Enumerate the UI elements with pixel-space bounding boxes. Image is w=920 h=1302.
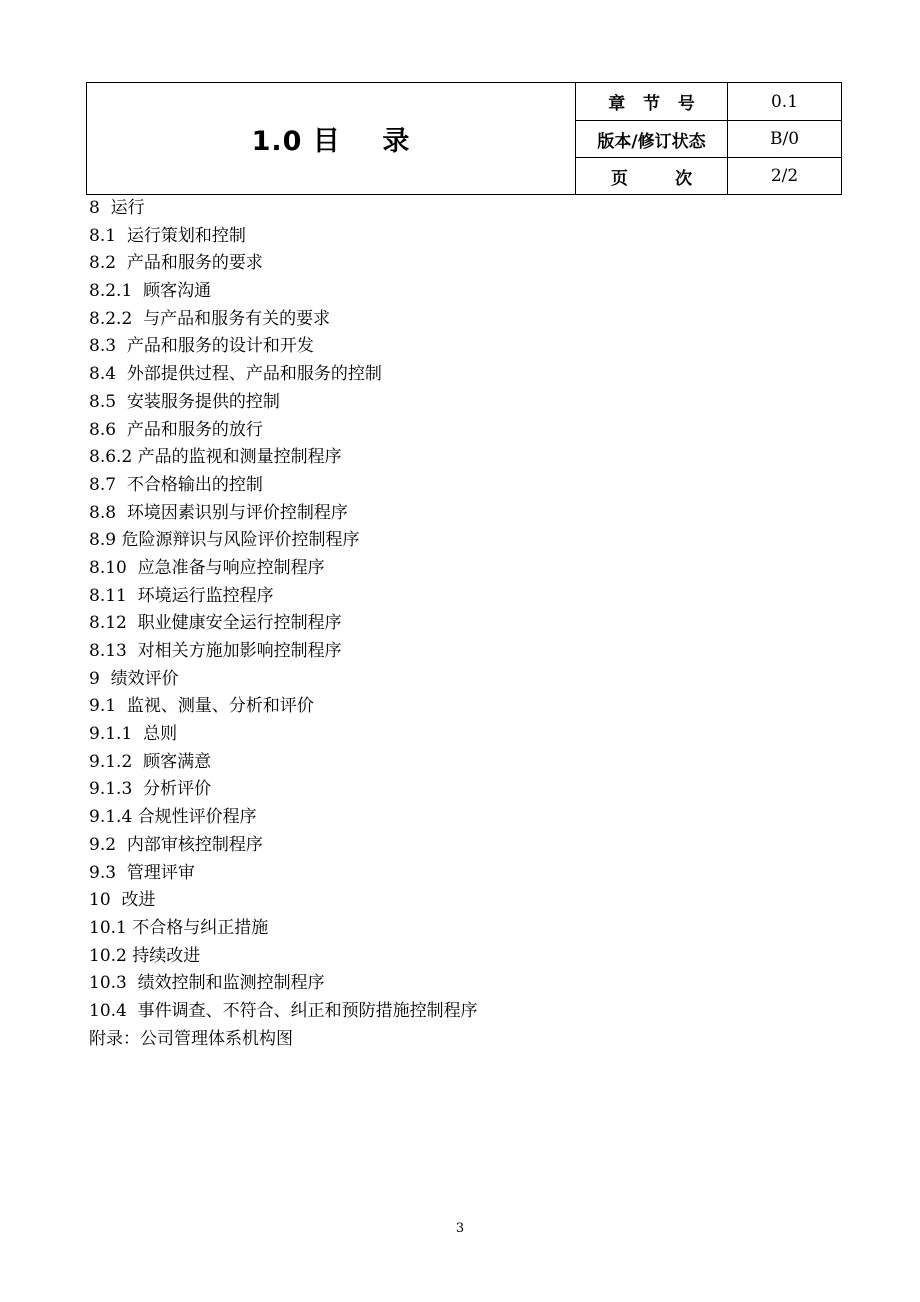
toc-item: 10.3 绩效控制和监测控制程序 bbox=[89, 973, 325, 994]
toc-item: 9.2 内部审核控制程序 bbox=[89, 834, 263, 855]
chapter-label: 章 节 号 bbox=[576, 83, 728, 121]
toc-item: 8.1 运行策划和控制 bbox=[89, 225, 246, 246]
table-of-contents bbox=[89, 195, 478, 1053]
toc-item: 9 绩效评价 bbox=[89, 668, 179, 689]
version-value: B/0 bbox=[728, 121, 842, 158]
toc-item: 8.7 不合格输出的控制 bbox=[89, 474, 263, 495]
toc-item: 8.10 应急准备与响应控制程序 bbox=[89, 557, 325, 578]
toc-item: 8.9 危险源辩识与风险评价控制程序 bbox=[89, 530, 360, 551]
toc-item: 9.1.1 总则 bbox=[89, 724, 178, 745]
toc-item: 8.3 产品和服务的设计和开发 bbox=[89, 336, 314, 357]
toc-item: 9.1.2 顾客满意 bbox=[89, 751, 212, 772]
toc-item: 8.6.2 产品的监视和测量控制程序 bbox=[89, 447, 342, 468]
toc-item: 8.2.1 顾客沟通 bbox=[89, 281, 212, 302]
toc-item: 10.2 持续改进 bbox=[89, 945, 201, 966]
toc-item: 8.4 外部提供过程、产品和服务的控制 bbox=[89, 364, 382, 385]
toc-item: 9.3 管理评审 bbox=[89, 862, 195, 883]
page-label: 页 次 bbox=[576, 158, 728, 195]
toc-item: 8.6 产品和服务的放行 bbox=[89, 419, 263, 440]
toc-item: 附录：公司管理体系机构图 bbox=[89, 1028, 293, 1049]
toc-item: 8.11 环境运行监控程序 bbox=[89, 585, 274, 606]
document-title: 1.0 目 录 bbox=[87, 83, 576, 195]
toc-item: 8 运行 bbox=[89, 198, 145, 218]
toc-item: 9.1.3 分析评价 bbox=[89, 779, 212, 800]
toc-item: 8.2 产品和服务的要求 bbox=[89, 253, 263, 274]
toc-item: 9.1.4 合规性评价程序 bbox=[89, 807, 257, 828]
toc-item: 8.5 安装服务提供的控制 bbox=[89, 391, 280, 412]
toc-item: 8.13 对相关方施加影响控制程序 bbox=[89, 641, 342, 661]
version-label: 版本/修订状态 bbox=[576, 121, 728, 158]
toc-item: 10.1 不合格与纠正措施 bbox=[89, 917, 269, 938]
toc-item: 8.12 职业健康安全运行控制程序 bbox=[89, 613, 342, 634]
toc-item: 8.2.2 与产品和服务有关的要求 bbox=[89, 308, 331, 329]
page-value: 2/2 bbox=[728, 158, 842, 195]
chapter-value: 0.1 bbox=[728, 83, 842, 121]
toc-item: 10.4 事件调查、不符合、纠正和预防措施控制程序 bbox=[89, 1000, 478, 1021]
toc-item: 8.8 环境因素识别与评价控制程序 bbox=[89, 502, 348, 523]
toc-item: 9.1 监视、测量、分析和评价 bbox=[89, 696, 314, 717]
toc-item: 10 改进 bbox=[89, 890, 156, 911]
document-header-table bbox=[86, 82, 842, 195]
page-number: 3 bbox=[455, 1221, 465, 1236]
